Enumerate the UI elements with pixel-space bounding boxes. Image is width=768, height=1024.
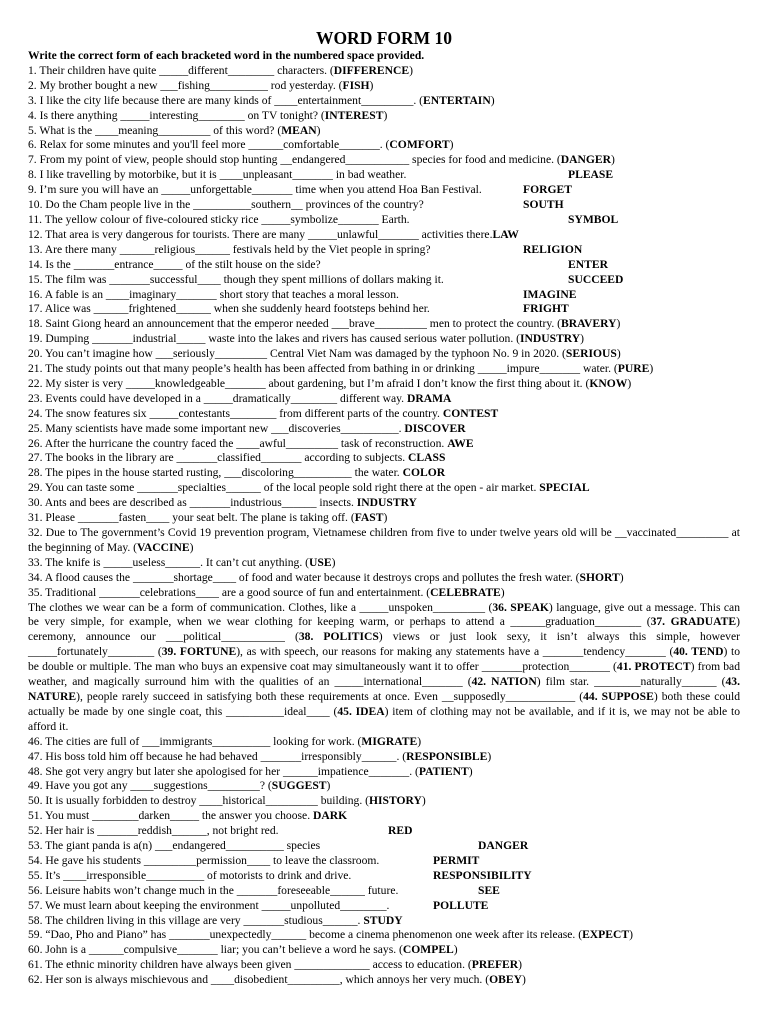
question-end: ) [331,555,336,569]
passage-keyword: 38. POLITICS [298,630,379,644]
question-item [28,437,740,452]
passage-text: ) ceremony, announce our ___political___________ ( [28,615,740,644]
question-text: 1. Their children have quite _____different________ characters. ( [28,63,334,77]
question-list-a [28,64,740,168]
keyword: COMFORT [389,138,450,152]
question-text: 53. The giant panda is a(n) ___endangered__________ species [28,839,321,853]
question-text: 4. Is there anything _____interesting________ on TV tonight? ( [28,108,325,122]
keyword: SPECIAL [539,481,590,495]
question-text: 55. It’s ____irresponsible__________ of motorists to drink and drive. [28,868,352,882]
question-end: ) [619,570,624,584]
question-text: 58. The children living in this village are very _______studious______. [28,913,364,927]
keyword: DANGER [560,153,612,167]
question-text: 16. A fable is an ____imaginary_______ short story that teaches a moral lesson. [28,287,399,301]
passage-text: ) to be double or multiple. The man who buys an expensive coat may simultaneously want it to offer _______protection_______ ( [28,645,741,674]
keyword: BRAVERY [561,317,617,331]
question-text: 60. John is a ______compulsive_______ liar; you can’t believe a word he says. ( [28,943,403,957]
keyword: ENTERTAIN [423,93,491,107]
question-text: 61. The ethnic minority children have always been given _____________ access to education. ( [28,958,472,972]
keyword: CLASS [408,451,446,465]
question-item [28,332,740,347]
question-item [28,94,740,109]
question-item [28,496,740,511]
question-end: ) [616,347,621,361]
question-end: ) [189,540,194,554]
question-end: ) [369,78,374,92]
question-item [28,168,740,183]
question-item [28,869,740,884]
question-item [28,914,740,929]
keyword: RESPONSIBILITY [433,868,532,882]
question-item [28,198,740,213]
question-end: ) [627,376,632,390]
question-text: 22. My sister is very _____knowledgeable_______ about gardening, but I’m afraid I don’t know the first thing about it. ( [28,376,590,390]
question-text: 50. It is usually forbidden to destroy ____historical_________ building. ( [28,794,370,808]
keyword: KNOW [589,376,628,390]
question-end: ) [580,332,585,346]
keyword: SERIOUS [565,347,617,361]
passage-text: ) language, give out a message. This can be very simple, for example, when we wear clothing for keeping warm, or perhaps to attend a ______graduation________ ( [28,600,740,629]
question-item [28,243,740,258]
passage-keyword: 36. SPEAK [492,600,549,614]
question-item [28,153,740,168]
passage-keyword: 41. PROTECT [616,660,691,674]
question-item [28,973,740,988]
keyword: DISCOVER [404,421,466,435]
question-list-c [28,317,740,526]
keyword: COLOR [402,466,446,480]
question-end: ) [521,973,526,987]
question-end: ) [500,585,505,599]
question-text: 28. The pipes in the house started rusting, ___discoloring__________ the water. [28,466,403,480]
passage-keyword: 45. IDEA [337,704,385,718]
question-text: 31. Please _______fasten____ your seat belt. The plane is taking off. ( [28,511,355,525]
keyword: RESPONSIBLE [406,749,488,763]
question-32 [28,526,740,556]
question-end: ) [383,511,388,525]
passage-text: ), as with speech, our reasons for making any statements have a _______tendency_______ ( [236,645,674,659]
question-item [28,735,740,750]
question-item [28,481,740,496]
question-end: ) [468,764,473,778]
keyword: SOUTH [523,198,564,212]
passage-keyword: 37. GRADUATE [650,615,737,629]
question-item [28,765,740,780]
keyword: AWE [447,436,474,450]
keyword: PERMIT [433,853,480,867]
question-text: 2. My brother bought a new ___fishing__________ rod yesterday. ( [28,78,343,92]
question-item [28,392,740,407]
keyword: MEAN [281,123,317,137]
question-item [28,779,740,794]
question-text: 20. You can’t imagine how ___seriously_________ Central Viet Nam was damaged by the typhoon No. 9 in 2020. ( [28,347,566,361]
question-end: ) [518,958,523,972]
instruction: Write the correct form of each bracketed word in the numbered space provided. [28,49,425,62]
keyword: SHORT [579,570,620,584]
question-text: 29. You can taste some _______specialties______ of the local people sold right there at the open - air market. [28,481,540,495]
question-end: ) [616,317,621,331]
question-text: 34. A flood causes the _______shortage____ of food and water because it destroys crops and pollutes the fresh water. ( [28,570,580,584]
cloze-passage [28,601,740,735]
keyword: PATIENT [418,764,469,778]
question-item [28,943,740,958]
passage-text: ) both these could actually be made by one single coat, this __________ideal____ ( [28,689,740,718]
question-text: 12. That area is very dangerous for tourists. There are many _____unlawful_______ activities there. [28,227,493,241]
question-item [28,213,740,228]
passage-text: ), people rarely succeed in satisfying both these requirements at once. Even __supposedly____________ ( [76,689,584,703]
keyword: PREFER [471,958,519,972]
question-item [28,347,740,362]
question-end: ) [326,779,331,793]
question-end: ) [649,362,654,376]
question-text: 25. Many scientists have made some important new ___discoveries__________. [28,421,405,435]
question-text: 9. I’m sure you will have an _____unforgettable_______ time when you attend Hoa Ban Festival. [28,183,482,197]
question-text: 3. I like the city life because there are many kinds of ____entertainment_________. ( [28,93,424,107]
keyword: EXPECT [582,928,630,942]
question-text: 30. Ants and bees are described as _______industrious______ insects. [28,496,357,510]
question-item [28,571,740,586]
question-text: 46. The cities are full of ___immigrants__________ looking for work. ( [28,734,362,748]
question-item [28,228,740,243]
question-text: 33. The knife is _____useless______. It can’t cut anything. ( [28,555,309,569]
question-text: 8. I like travelling by motorbike, but it is ____unpleasant_______ in bad weather. [28,168,407,182]
page-title: WORD FORM 10 [315,28,453,48]
question-end: ) [421,794,426,808]
question-item [28,407,740,422]
question-item [28,288,740,303]
question-text: 11. The yellow colour of five-coloured sticky rice _____symbolize_______ Earth. [28,212,410,226]
question-item [28,64,740,79]
question-list-g [28,914,740,989]
keyword: RED [388,824,413,838]
question-item [28,928,740,943]
keyword: SUGGEST [271,779,327,793]
passage-keyword: 42. NATION [471,675,537,689]
question-end: ) [453,943,458,957]
question-end: ) [487,749,492,763]
question-text: 35. Traditional _______celebrations____ are a good source of fun and entertainment. ( [28,585,431,599]
question-item [28,273,740,288]
question-end: ) [611,153,615,167]
question-item [28,824,740,839]
question-text: 54. He gave his students _________permission____ to leave the classroom. [28,853,380,867]
question-item [28,586,740,601]
question-item [28,854,740,869]
keyword: PURE [617,362,650,376]
question-item [28,794,740,809]
keyword: INTEREST [324,108,384,122]
question-text: 47. His boss told him off because he had behaved _______irresponsibly______. ( [28,749,407,763]
question-item [28,839,740,854]
question-text: 5. What is the ____meaning_________ of this word? ( [28,123,282,137]
question-list-b [28,168,740,317]
question-text: 56. Leisure habits won’t change much in the _______foreseeable______ future. [28,883,399,897]
question-end: ) [409,63,413,77]
question-end: ) [417,734,422,748]
question-item [28,899,740,914]
keyword: CONTEST [442,406,499,420]
keyword: HISTORY [369,794,422,808]
question-text: 6. Relax for some minutes and you'll feel more ______comfortable_______. ( [28,138,390,152]
question-item [28,79,740,94]
passage-text: ) views or just look sexy, it isn’t always this simple, however _____fortunately________ ( [28,630,740,659]
passage-text: ) item of clothing may not be available, and if it is, we may not be able to afford it. [28,704,740,733]
passage-keyword: 43. NATURE [28,675,740,703]
question-end: ) [449,138,454,152]
question-item [28,302,740,317]
keyword: VACCINE [137,540,190,554]
question-item [28,362,740,377]
question-item [28,556,740,571]
question-item [28,884,740,899]
question-item [28,466,740,481]
question-item [28,317,740,332]
question-item [28,377,740,392]
keyword: INDUSTRY [356,496,417,510]
worksheet [28,0,740,988]
question-item [28,124,740,139]
question-item [28,809,740,824]
question-text: 13. Are there many ______religious______ festivals held by the Viet people in spring? [28,242,431,256]
question-item [28,958,740,973]
keyword: DANGER [478,839,529,853]
question-text: 10. Do the Cham people live in the __________southern__ provinces of the country? [28,198,424,212]
keyword: FORGET [523,183,572,197]
keyword: FRIGHT [523,302,569,316]
keyword: CELEBRATE [430,585,501,599]
question-text: 19. Dumping _______industrial_____ waste into the lakes and rivers has caused serious water pollution. ( [28,332,520,346]
keyword: MIGRATE [361,734,418,748]
question-text: 62. Her son is always mischievous and ____disobedient_________, which annoys her very much. ( [28,973,490,987]
question-text: 59. “Dao, Pho and Piano” has _______unexpectedly______ become a cinema phenomenon one week after its release. ( [28,928,583,942]
question-item [28,451,740,466]
keyword: PLEASE [568,168,614,182]
question-text: 27. The books in the library are _______classified_______ according to subjects. [28,451,409,465]
question-list-e [28,735,740,824]
keyword: FAST [354,511,384,525]
question-end: ) [629,928,633,942]
passage-text: ) film star. ________naturally______ ( [536,675,726,689]
question-item [28,258,740,273]
question-text: 17. Alice was ______frightened______ when she suddenly heard footsteps behind her. [28,302,430,316]
keyword: STUDY [363,913,403,927]
question-text: 57. We must learn about keeping the environment _____unpolluted________. [28,898,390,912]
question-item [28,422,740,437]
question-text: 23. Events could have developed in a _____dramatically________ different way. [28,391,407,405]
keyword: COMPEL [402,943,454,957]
question-item [28,511,740,526]
question-end: ) [383,108,388,122]
passage-keyword: 44. SUPPOSE [583,689,654,703]
keyword: SEE [478,883,500,897]
question-item [28,109,740,124]
keyword: FISH [342,78,370,92]
passage-text: The clothes we wear can be a form of communication. Clothes, like a _____unspoken_________ ( [28,600,493,614]
question-item [28,183,740,198]
keyword: DARK [313,809,348,823]
passage-keyword: 39. FORTUNE [161,645,237,659]
question-text: 14. Is the _______entrance_____ of the stilt house on the side? [28,257,321,271]
keyword: SYMBOL [568,212,619,226]
question-list-d [28,556,740,601]
keyword: DRAMA [406,391,452,405]
question-end: ) [490,93,495,107]
question-text: 51. You must ________darken_____ the answer you choose. [28,809,313,823]
question-end: ) [316,123,321,137]
passage-keyword: 40. TEND [673,645,724,659]
question-text: 21. The study points out that many people’s health has been affected from bathing in or drinking _____impure_______ water. ( [28,362,618,376]
question-text: 24. The snow features six _____contestants________ from different parts of the country. [28,406,443,420]
keyword: DIFFERENCE [333,63,410,77]
keyword: INDUSTRY [520,332,581,346]
question-text: 18. Saint Giong heard an announcement that the emperor needed ___brave_________ men to protect the country. ( [28,317,562,331]
keyword: LAW [492,227,519,241]
keyword: POLLUTE [433,898,489,912]
question-text: 52. Her hair is _______reddish______, not bright red. [28,824,279,838]
keyword: OBEY [489,973,522,987]
question-text: 48. She got very angry but later she apologised for her ______impatience_______. ( [28,764,419,778]
question-text: 49. Have you got any ____suggestions_________? ( [28,779,272,793]
keyword: IMAGINE [523,287,577,301]
passage-text: ) from bad weather, and magically surround him with the qualities of an _____international_______ ( [28,660,741,689]
keyword: SUCCEED [568,272,624,286]
keyword: USE [309,555,332,569]
question-list-f [28,824,740,913]
question-text: 32. Due to The government’s Covid 19 prevention program, Vietnamese children from five to under twelve years old will be __vaccinated_________ at the beginning of May. ( [28,526,740,554]
question-text: 15. The film was _______successful____ though they spent millions of dollars making it. [28,272,444,286]
keyword: RELIGION [523,242,583,256]
question-text: 7. From my point of view, people should stop hunting __endangered___________ species for food and medicine. ( [28,153,561,167]
keyword: ENTER [568,257,608,271]
question-item [28,750,740,765]
question-item [28,138,740,153]
question-text: 26. After the hurricane the country faced the ____awful_________ task of reconstruction. [28,436,448,450]
